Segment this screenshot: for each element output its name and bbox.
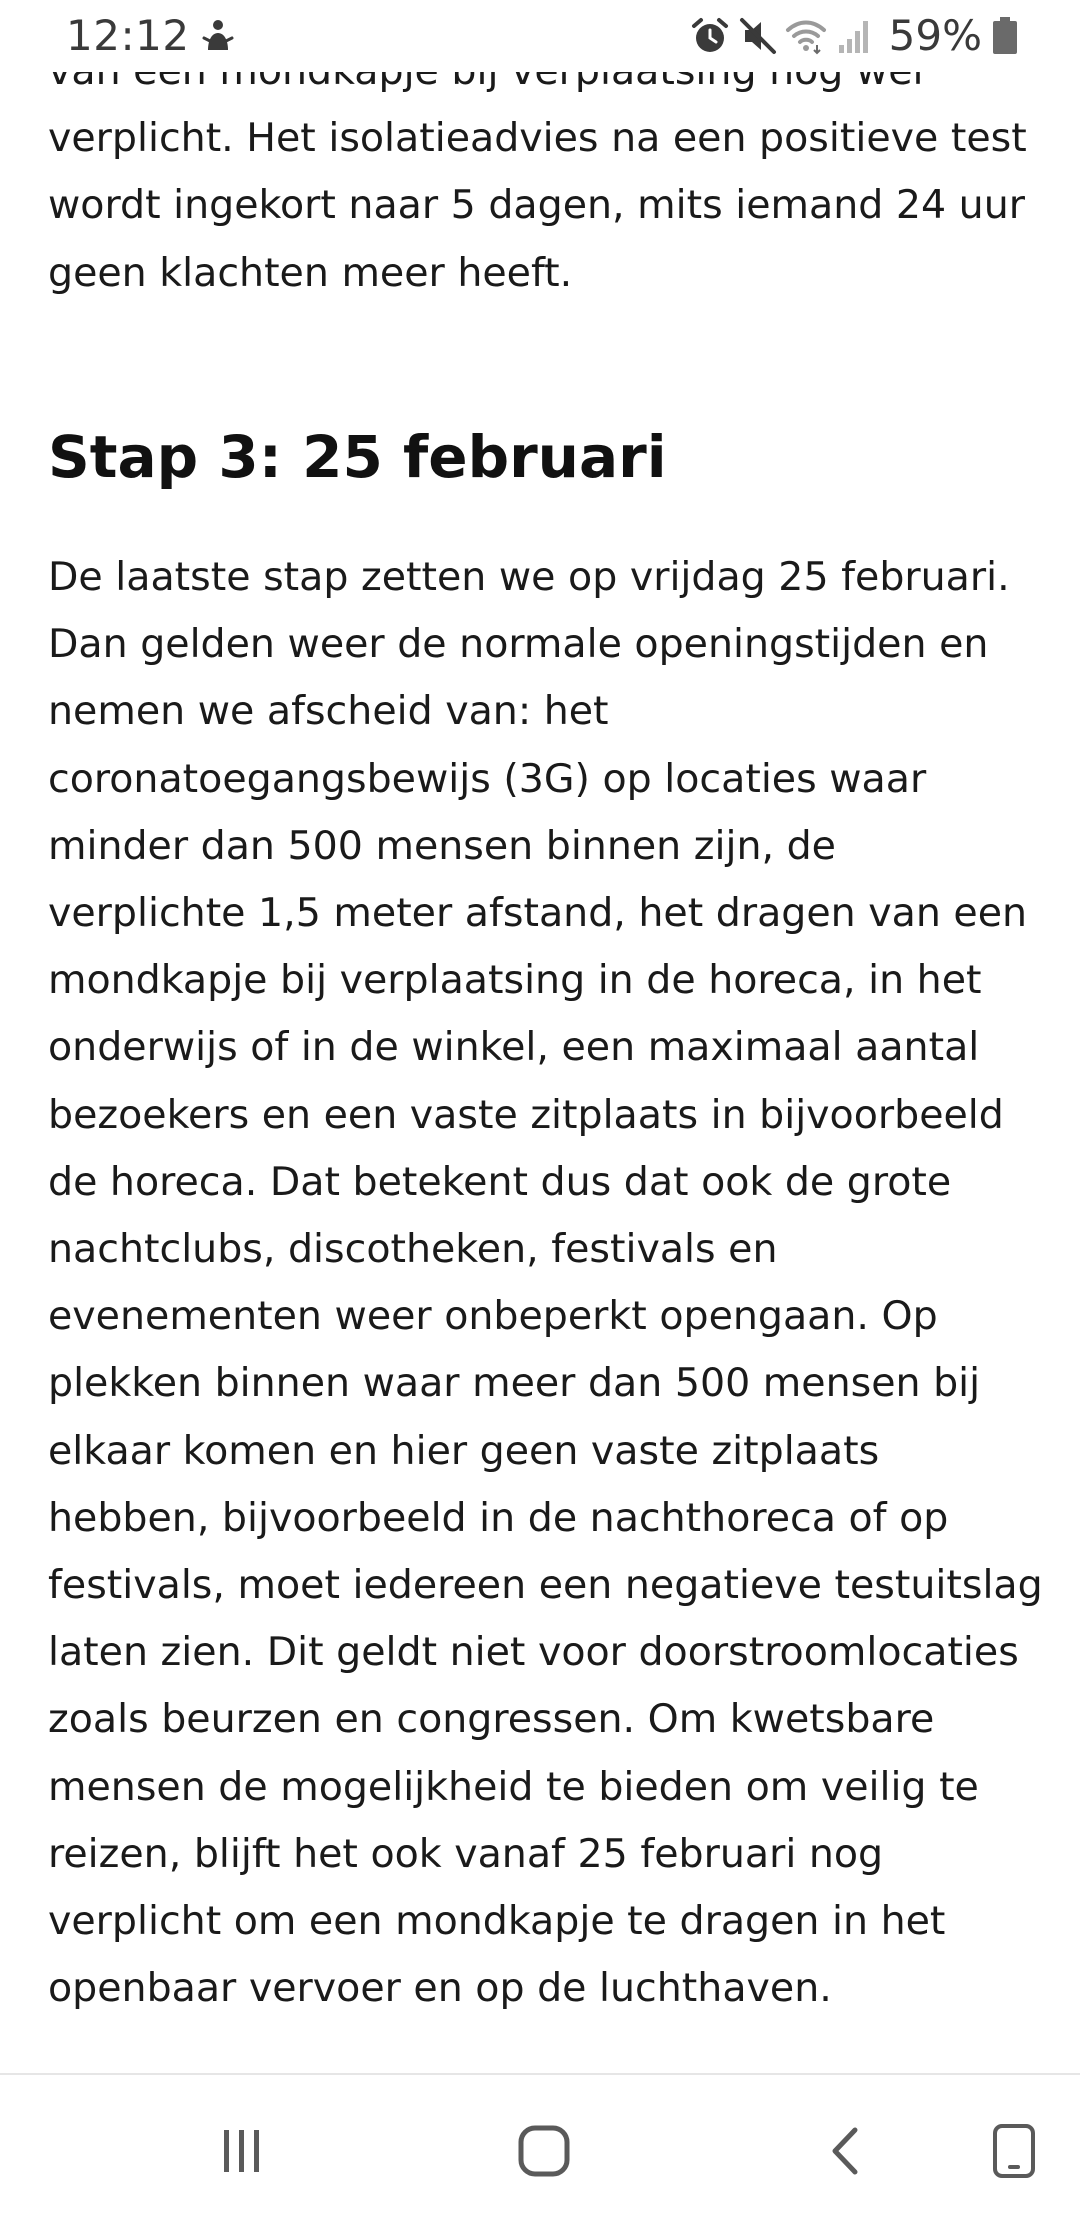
text-line: Dan gelden weer de normale openingstijden en <box>48 621 989 668</box>
intro-paragraph <box>48 38 1038 307</box>
text-line: minder dan 500 mensen binnen zijn, de <box>48 822 836 869</box>
signal-icon <box>833 15 875 57</box>
status-time: 12:12 <box>66 11 190 60</box>
section-heading: Stap 3: 25 februari <box>48 423 667 491</box>
text-line: de horeca. Dat betekent dus dat ook de grote <box>48 1158 952 1205</box>
wifi-icon <box>785 15 827 57</box>
status-bar <box>0 0 1080 72</box>
alarm-icon <box>689 15 731 57</box>
back-button[interactable] <box>806 2111 886 2191</box>
text-line: verplicht om een mondkapje te dragen in het <box>48 1898 946 1945</box>
battery-percentage: 59% <box>888 11 982 60</box>
recent-apps-button[interactable] <box>202 2111 282 2191</box>
rotate-icon <box>991 2123 1037 2179</box>
text-line: reizen, blijft het ook vanaf 25 februari nog <box>48 1830 884 1877</box>
text-line: openbaar vervoer en op de luchthaven. <box>48 1965 832 2012</box>
status-icons <box>683 10 1018 62</box>
text-line: nachtclubs, discotheken, festivals en <box>48 1226 778 1273</box>
text-line: bezoekers en een vaste zitplaats in bijvoorbeeld <box>48 1091 1004 1138</box>
text-line: nemen we afscheid van: het <box>48 688 609 735</box>
text-line: hebben, bijvoorbeeld in de nachthoreca of op <box>48 1494 949 1541</box>
text-line: De laatste stap zetten we op vrijdag 25 februari. <box>48 554 1010 600</box>
article-intro <box>48 38 1038 307</box>
mute-icon <box>737 15 779 57</box>
body-paragraph <box>48 544 1048 2022</box>
text-line: geen klachten meer heeft. <box>48 249 573 296</box>
recent-apps-icon <box>217 2126 267 2176</box>
back-icon <box>821 2126 871 2176</box>
text-line: evenementen weer onbeperkt opengaan. Op <box>48 1293 938 1340</box>
text-line: mensen de mogelijkheid te bieden om veilig te <box>48 1763 979 1810</box>
text-line: zoals beurzen en congressen. Om kwetsbare <box>48 1696 935 1743</box>
article-body <box>48 544 1048 2022</box>
text-line: elkaar komen en hier geen vaste zitplaats <box>48 1427 880 1474</box>
text-line: laten zien. Dit geldt niet voor doorstroomlocaties <box>48 1629 1019 1676</box>
text-line: verplicht. Het isolatieadvies na een positieve test <box>48 115 1027 162</box>
text-line: coronatoegangsbewijs (3G) op locaties waar <box>48 755 927 802</box>
text-line: verplichte 1,5 meter afstand, het dragen van een <box>48 890 1028 937</box>
text-line: plekken binnen waar meer dan 500 mensen bij <box>48 1360 981 1407</box>
text-line: wordt ingekort naar 5 dagen, mits iemand 24 uur <box>48 182 1025 229</box>
battery-icon <box>992 17 1018 55</box>
notification-icon <box>198 16 238 56</box>
text-line: onderwijs of in de winkel, een maximaal aantal <box>48 1024 980 1071</box>
home-button[interactable] <box>504 2111 584 2191</box>
navigation-bar <box>0 2075 1080 2220</box>
home-icon <box>516 2123 572 2179</box>
text-line: mondkapje bij verplaatsing in de horeca, in het <box>48 957 982 1004</box>
rotate-button[interactable] <box>974 2111 1054 2191</box>
text-line: festivals, moet iedereen een negatieve testuitslag <box>48 1562 1043 1609</box>
